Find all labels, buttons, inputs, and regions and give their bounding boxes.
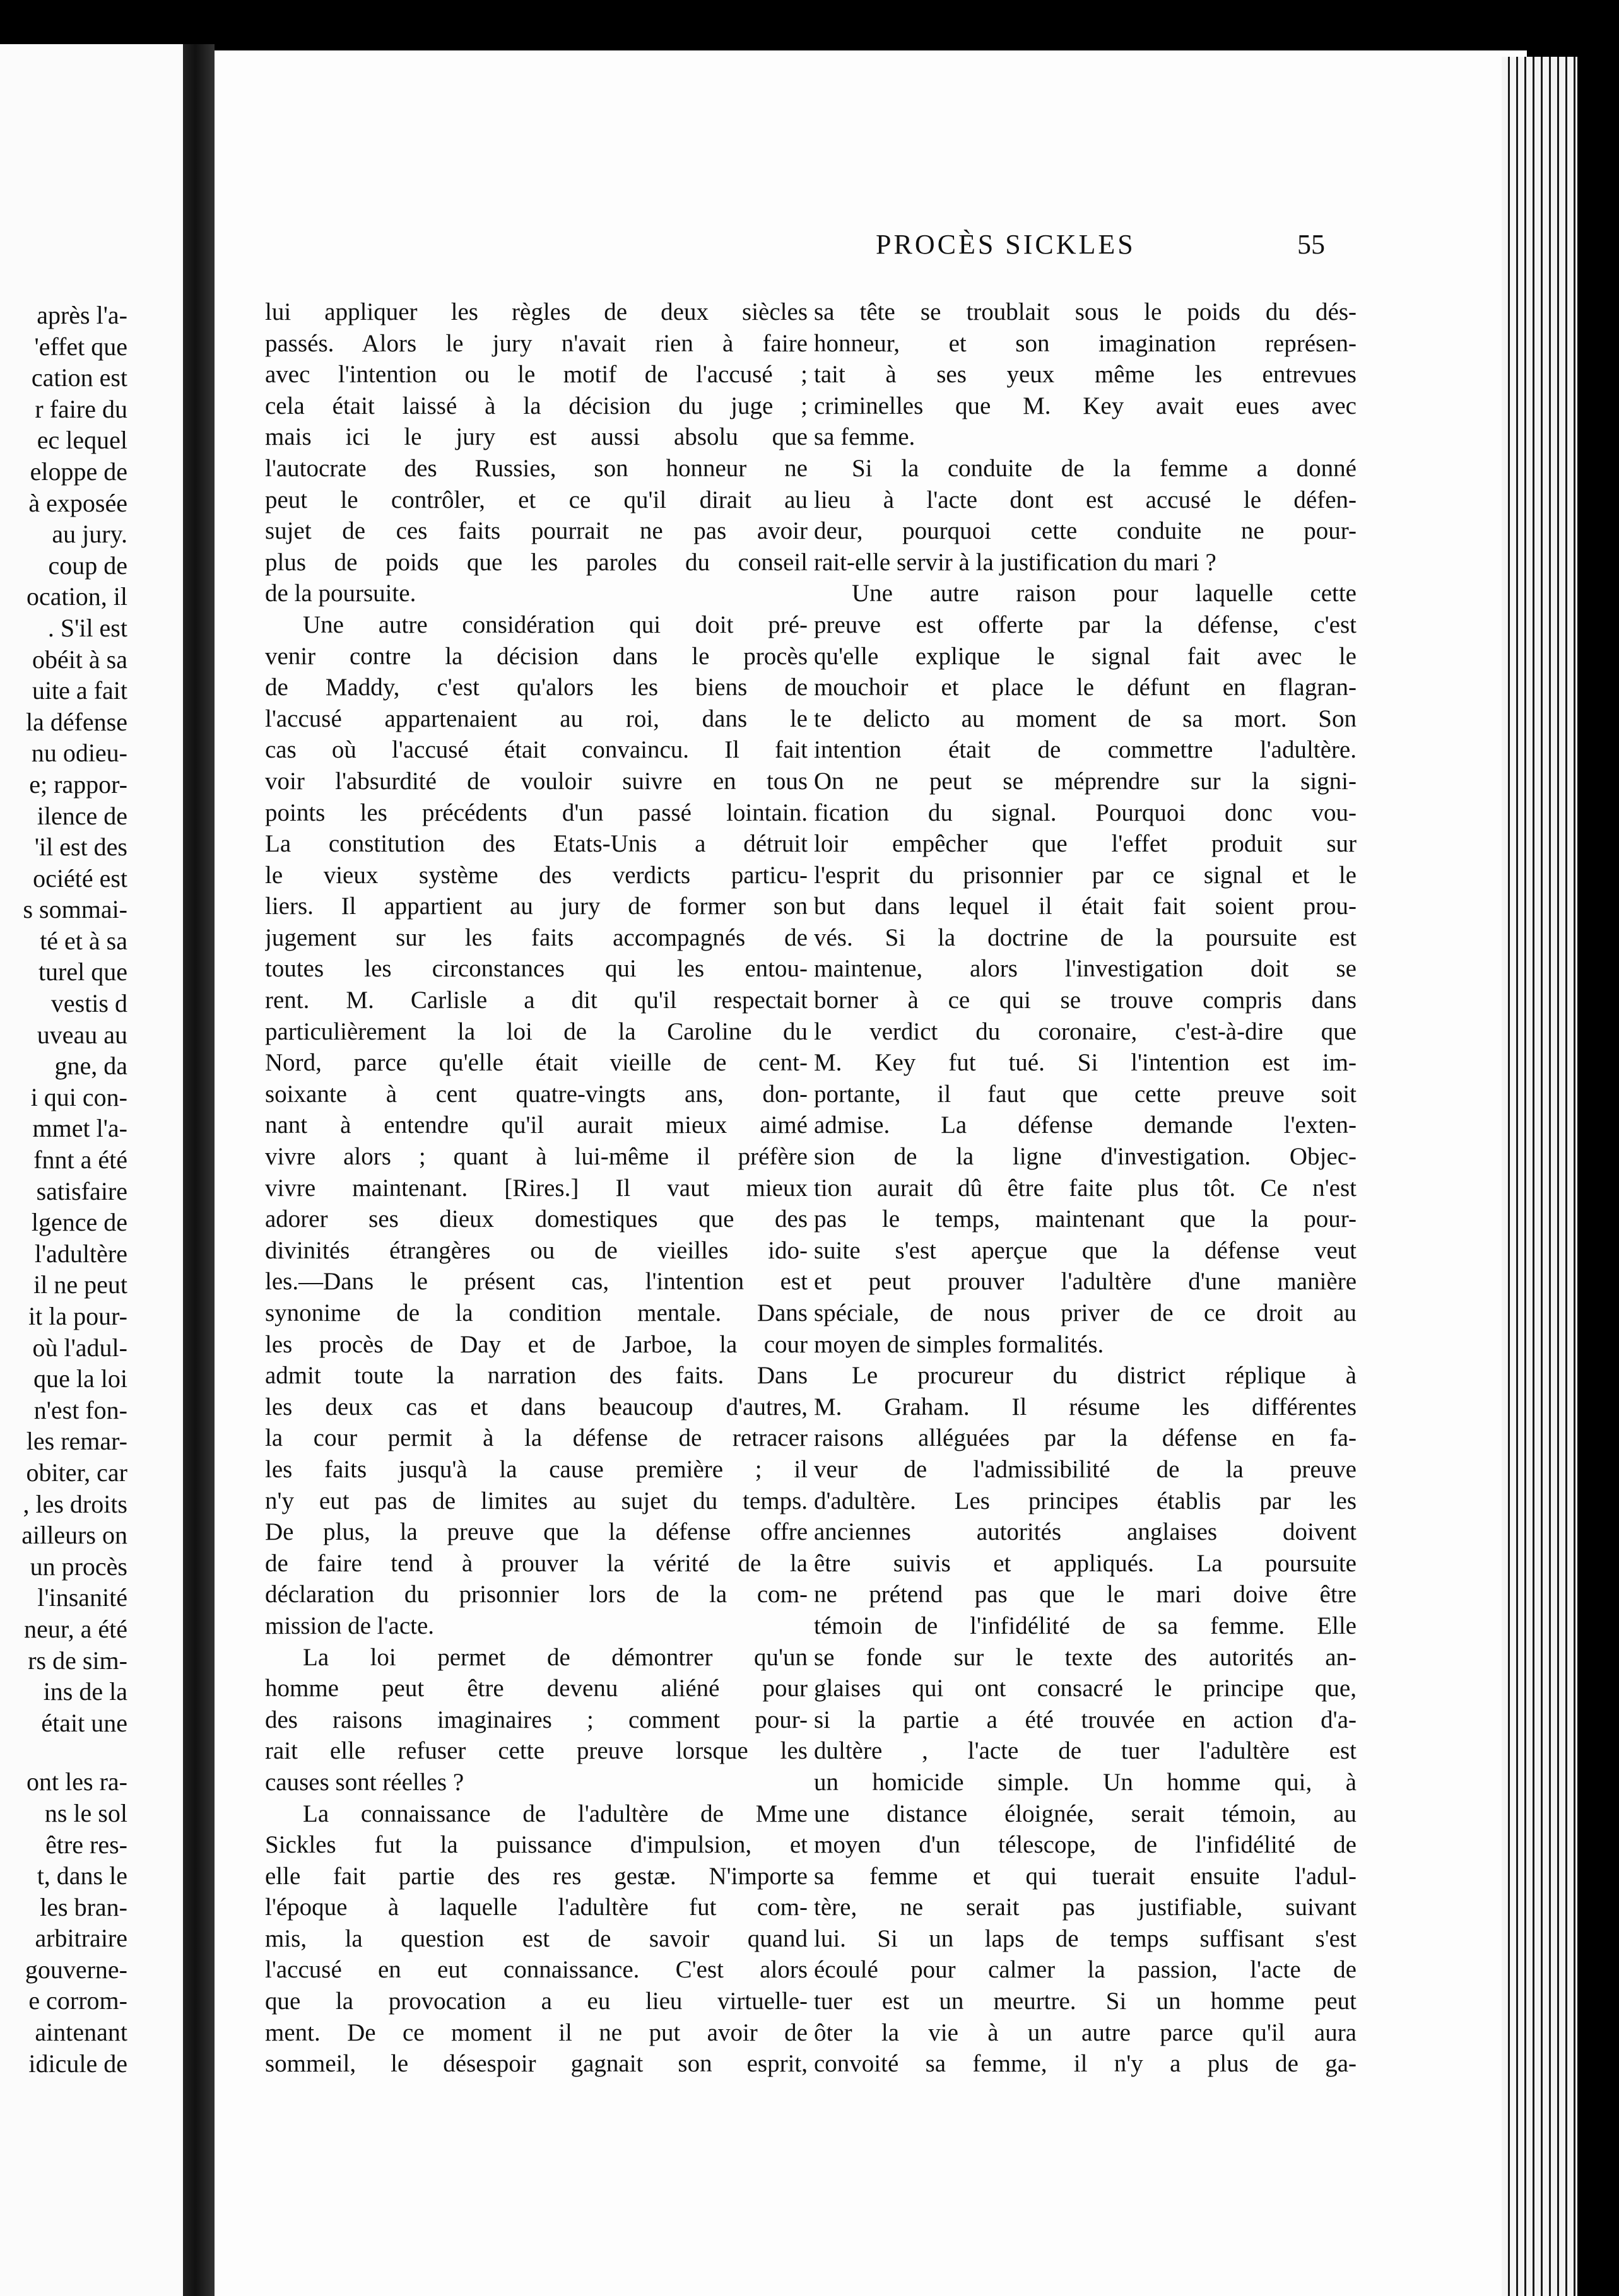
text-line: cation est — [31, 363, 127, 392]
text-line: ôter la vie à un autre parce qu'il aura — [814, 2018, 1357, 2046]
text-line: ilence de — [37, 801, 127, 830]
text-line: portante, il faut que cette preuve soit — [814, 1080, 1357, 1108]
text-line: toutes les circonstances qui les entou- — [265, 955, 808, 983]
text-line: borner à ce qui se trouve compris dans — [814, 987, 1357, 1014]
text-line: les faits jusqu'à la cause première ; il — [265, 1455, 808, 1483]
text-line: spéciale, de nous priver de ce droit au — [814, 1299, 1357, 1327]
text-line: peut le contrôler, et ce qu'il dirait au — [265, 486, 808, 513]
text-column-right — [814, 296, 1357, 2080]
text-line: déclaration du prisonnier lors de la com- — [265, 1581, 808, 1608]
text-line: synonime de la condition mentale. Dans — [265, 1299, 808, 1327]
text-line: deur, pourquoi cette conduite ne pour- — [814, 517, 1357, 545]
text-line: passés. Alors le jury n'avait rien à faire — [265, 329, 808, 357]
text-line: mission de l'acte. — [265, 1612, 435, 1639]
text-line: où l'adul- — [32, 1333, 127, 1362]
text-line: loir empêcher que l'effet produit sur — [814, 830, 1357, 858]
text-line: Nord, parce qu'elle était vieille de cent- — [265, 1049, 808, 1077]
text-line: moyen d'un télescope, de l'infidélité de — [814, 1831, 1357, 1859]
text-line: jugement sur les faits accompagnés de — [265, 923, 808, 951]
text-line: anciennes autorités anglaises doivent — [814, 1518, 1357, 1546]
text-line: Le procureur du district réplique à — [852, 1362, 1357, 1390]
text-line: les deux cas et dans beaucoup d'autres, — [265, 1393, 808, 1420]
book-gutter — [183, 44, 215, 2296]
text-line: intention était de commettre l'adultère. — [814, 736, 1357, 764]
text-line: sa tête se troublait sous le poids du dés- — [814, 298, 1357, 325]
text-line: n'est fon- — [33, 1395, 127, 1424]
text-line: à exposée — [28, 488, 127, 517]
text-line: le verdict du coronaire, c'est-à-dire que — [814, 1017, 1357, 1045]
text-line: uite a fait — [32, 676, 127, 705]
text-line: que la loi — [33, 1364, 127, 1393]
text-line: te delicto au moment de sa mort. Son — [814, 705, 1357, 732]
text-line: l'insanité — [37, 1583, 127, 1612]
text-line: rent. M. Carlisle a dit qu'il respectait — [265, 987, 808, 1014]
text-line: points les précédents d'un passé lointain. — [265, 799, 808, 826]
text-line: pas le temps, maintenant que la pour- — [814, 1205, 1357, 1233]
text-line: admit toute la narration des faits. Dans — [265, 1362, 808, 1390]
text-line: On ne peut se méprendre sur la signi- — [814, 767, 1357, 795]
text-line: le vieux système des verdicts particu- — [265, 861, 808, 889]
text-line: moyen de simples formalités. — [814, 1330, 1104, 1358]
text-line: ne prétend pas que le mari doive être — [814, 1581, 1357, 1608]
text-line: admise. La défense demande l'exten- — [814, 1111, 1357, 1139]
text-line: r faire du — [35, 394, 127, 423]
text-line: t, dans le — [37, 1861, 127, 1890]
text-line: être res- — [45, 1830, 127, 1859]
text-line: de la poursuite. — [265, 580, 416, 607]
text-line: vivre alors ; quant à lui-même il préfère — [265, 1143, 808, 1171]
text-line: idicule de — [28, 2049, 127, 2078]
text-line: de Maddy, c'est qu'alors les biens de — [265, 674, 808, 701]
text-line: aintenant — [35, 2018, 127, 2047]
text-line: rait-elle servir à la justification du mari ? — [814, 548, 1216, 576]
text-line: et peut prouver l'adultère d'une manière — [814, 1268, 1357, 1296]
text-line: qu'elle explique le signal fait avec le — [814, 642, 1357, 670]
text-line: fication du signal. Pourquoi donc vou- — [814, 799, 1357, 826]
text-line: ociété est — [33, 864, 127, 893]
text-line: tion aurait dû être faite plus tôt. Ce n'est — [814, 1174, 1357, 1202]
text-line: une distance éloignée, serait témoin, au — [814, 1800, 1357, 1827]
text-line: 'il est des — [34, 833, 127, 862]
text-line: cela était laissé à la décision du juge ; — [265, 392, 808, 419]
text-line: un procès — [30, 1552, 127, 1581]
text-line: était une — [41, 1708, 127, 1737]
text-line: nu odieu- — [31, 739, 127, 768]
text-line: it la pour- — [28, 1302, 127, 1330]
text-line: turel que — [38, 958, 127, 987]
text-line: glaises qui ont consacré le principe que, — [814, 1675, 1357, 1702]
text-line: particulièrement la loi de la Caroline du — [265, 1017, 808, 1045]
text-line: ocation, il — [26, 582, 127, 611]
text-line: l'accusé en eut connaissance. C'est alors — [265, 1956, 808, 1984]
text-line: M. Graham. Il résume les différentes — [814, 1393, 1357, 1420]
text-line: tère, ne serait pas justifiable, suivant — [814, 1894, 1357, 1921]
text-line: sion de la ligne d'investigation. Objec- — [814, 1143, 1357, 1171]
text-line: vestis d — [50, 989, 127, 1018]
page-number: 55 — [1297, 229, 1325, 260]
text-line: sommeil, le désespoir gagnait son esprit, — [265, 2050, 808, 2078]
text-line: gouverne- — [25, 1955, 127, 1984]
text-line: voir l'absurdité de vouloir suivre en tous — [265, 767, 808, 795]
text-line: raisons alléguées par la défense en fa- — [814, 1424, 1357, 1452]
text-line: satisfaire — [36, 1176, 127, 1205]
text-line: obiter, car — [26, 1458, 127, 1487]
facing-page-fragment — [0, 44, 184, 2296]
text-line: La constitution des Etats-Unis a détruit — [265, 830, 808, 858]
text-line: ailleurs on — [21, 1521, 127, 1550]
text-line: criminelles que M. Key avait eues avec — [814, 392, 1357, 419]
text-line: preuve est offerte par la défense, c'est — [814, 611, 1357, 638]
text-line: lui. Si un laps de temps suffisant s'est — [814, 1924, 1357, 1952]
text-line: les procès de Day et de Jarboe, la cour — [265, 1330, 808, 1358]
text-line: témoin de l'infidélité de sa femme. Elle — [814, 1612, 1357, 1639]
text-line: s sommai- — [23, 895, 127, 924]
text-line: Si la conduite de la femme a donné — [852, 454, 1357, 482]
text-line: dultère , l'acte de tuer l'adultère est — [814, 1737, 1357, 1765]
facing-page-text — [0, 300, 184, 2079]
text-line: honneur, et son imagination représen- — [814, 329, 1357, 357]
text-line: tait à ses yeux même les entrevues — [814, 361, 1357, 389]
text-line: ns le sol — [44, 1798, 127, 1827]
text-line: sa femme. — [814, 423, 915, 451]
text-line: d'adultère. Les principes établis par les — [814, 1487, 1357, 1514]
text-line: si la partie a été trouvée en action d'a- — [814, 1706, 1357, 1733]
text-line: uveau au — [37, 1020, 127, 1049]
text-line: sa femme et qui tuerait ensuite l'adul- — [814, 1862, 1357, 1890]
text-line: de faire tend à prouver la vérité de la — [265, 1549, 808, 1577]
text-line: e; rappor- — [29, 770, 127, 799]
text-line: lui appliquer les règles de deux siècles — [265, 298, 808, 325]
text-line: nant à entendre qu'il aurait mieux aimé — [265, 1111, 808, 1139]
text-line: ont les ra- — [26, 1767, 127, 1796]
text-line: Sickles fut la puissance d'impulsion, et — [265, 1831, 808, 1859]
text-line: se fonde sur le texte des autorités an- — [814, 1643, 1357, 1671]
text-line: but dans lequel il était fait soient prou- — [814, 893, 1357, 920]
text-line: la cour permit à la défense de retracer — [265, 1424, 808, 1452]
text-line: rait elle refuser cette preuve lorsque les — [265, 1737, 808, 1765]
text-line: lieu à l'acte dont est accusé le défen- — [814, 486, 1357, 513]
text-line: obéit à sa — [32, 645, 127, 674]
running-title: PROCÈS SICKLES — [876, 229, 1136, 260]
text-line: Une autre considération qui doit pré- — [303, 611, 808, 638]
text-line: venir contre la décision dans le procès — [265, 642, 808, 670]
text-line: au jury. — [52, 520, 127, 549]
text-line: eloppe de — [30, 457, 127, 486]
text-line: ec lequel — [37, 426, 127, 455]
text-line: arbitraire — [35, 1924, 127, 1953]
text-line: suite s'est aperçue que la défense veut — [814, 1236, 1357, 1264]
text-line: rs de sim- — [28, 1646, 127, 1675]
running-header — [215, 228, 1527, 266]
text-line: mis, la question est de savoir quand — [265, 1924, 808, 1952]
text-line: veur de l'admissibilité de la preuve — [814, 1455, 1357, 1483]
text-line: être suivis et appliqués. La poursuite — [814, 1549, 1357, 1577]
text-line: elle fait partie des res gestæ. N'importe — [265, 1862, 808, 1890]
text-line: La connaissance de l'adultère de Mme — [303, 1800, 808, 1827]
text-line: après l'a- — [37, 301, 127, 329]
text-line: les.—Dans le présent cas, l'intention est — [265, 1268, 808, 1296]
text-line: 'effet que — [34, 332, 127, 361]
text-line: cas où l'accusé était convaincu. Il fait — [265, 736, 808, 764]
text-line: ment. De ce moment il ne put avoir de — [265, 2018, 808, 2046]
text-line: convoité sa femme, il n'y a plus de ga- — [814, 2050, 1357, 2078]
text-line: , les droits — [23, 1489, 127, 1518]
text-line: l'autocrate des Russies, son honneur ne — [265, 454, 808, 482]
text-line: les bran- — [40, 1892, 127, 1921]
text-line: coup de — [48, 551, 127, 580]
text-line: divinités étrangères ou de vieilles ido- — [265, 1236, 808, 1264]
text-line: De plus, la preuve que la défense offre — [265, 1518, 808, 1546]
text-line: mais ici le jury est aussi absolu que — [265, 423, 808, 451]
text-line: La loi permet de démontrer qu'un — [303, 1643, 808, 1671]
text-line: ins de la — [43, 1677, 127, 1706]
page-edges — [1502, 57, 1577, 2296]
text-line: mouchoir et place le défunt en flagran- — [814, 674, 1357, 701]
text-line: M. Key fut tué. Si l'intention est im- — [814, 1049, 1357, 1077]
text-line: neur, a été — [24, 1614, 127, 1643]
text-line: n'y eut pas de limites au sujet du temps. — [265, 1487, 808, 1514]
text-line: soixante à cent quatre-vingts ans, don- — [265, 1080, 808, 1108]
text-line: homme peut être devenu aliéné pour — [265, 1675, 808, 1702]
text-line: écoulé pour calmer la passion, l'acte de — [814, 1956, 1357, 1984]
text-line: des raisons imaginaires ; comment pour- — [265, 1706, 808, 1733]
text-line: gne, da — [54, 1051, 127, 1081]
text-line: té et à sa — [40, 926, 127, 955]
text-line: vés. Si la doctrine de la poursuite est — [814, 923, 1357, 951]
text-line: e corrom- — [28, 1986, 127, 2015]
text-line: plus de poids que les paroles du conseil — [265, 548, 808, 576]
text-line: i qui con- — [30, 1082, 127, 1111]
text-line: adorer ses dieux domestiques que des — [265, 1205, 808, 1233]
text-line: lgence de — [31, 1208, 127, 1237]
text-line: un homicide simple. Un homme qui, à — [814, 1768, 1357, 1796]
text-line: l'esprit du prisonnier par ce signal et le — [814, 861, 1357, 889]
text-line — [0, 1738, 184, 1766]
text-line: liers. Il appartient au jury de former son — [265, 893, 808, 920]
text-line: l'accusé appartenaient au roi, dans le — [265, 705, 808, 732]
text-line: que la provocation a eu lieu virtuelle- — [265, 1988, 808, 2015]
text-line: fnnt a été — [33, 1145, 127, 1174]
text-line: Une autre raison pour laquelle cette — [852, 580, 1357, 607]
text-line: causes sont réelles ? — [265, 1768, 464, 1796]
text-line: l'adultère — [34, 1239, 127, 1268]
text-line: avec l'intention ou le motif de l'accusé ; — [265, 361, 808, 389]
text-column-left — [265, 296, 808, 2080]
text-line: mmet l'a- — [32, 1114, 127, 1143]
text-line: la défense — [25, 707, 127, 736]
text-line: sujet de ces faits pourrait ne pas avoir — [265, 517, 808, 545]
text-line: vivre maintenant. [Rires.] Il vaut mieux — [265, 1174, 808, 1202]
text-line: . S'il est — [47, 613, 127, 642]
text-line: tuer est un meurtre. Si un homme peut — [814, 1988, 1357, 2015]
text-line: il ne peut — [33, 1270, 127, 1299]
text-line: maintenue, alors l'investigation doit se — [814, 955, 1357, 983]
text-line: l'époque à laquelle l'adultère fut com- — [265, 1894, 808, 1921]
text-line: les remar- — [26, 1427, 127, 1456]
